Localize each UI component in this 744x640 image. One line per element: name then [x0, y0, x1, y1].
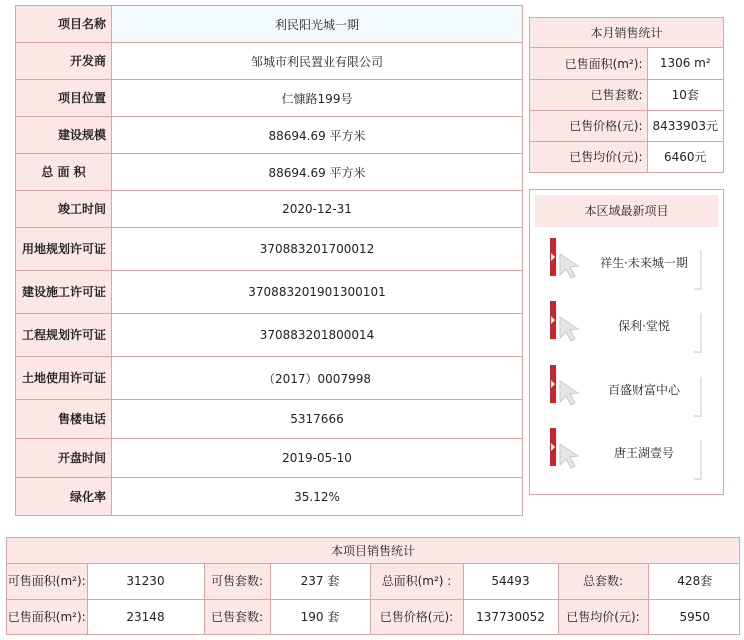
- area-projects-panel: [529, 189, 724, 495]
- project-sales-title: 本项目销售统计: [7, 538, 739, 564]
- red-tag-icon: [550, 238, 556, 276]
- value-land-use-permit: （2017）0007998: [112, 357, 523, 400]
- label-developer: 开发商: [16, 43, 112, 80]
- label-total-area: 总 面 积: [16, 154, 112, 191]
- monthly-sales-table: [530, 48, 723, 172]
- value-land-plan-permit: 370883201700012: [112, 228, 523, 271]
- value-developer: 邹城市利民置业有限公司: [112, 43, 523, 80]
- red-tag-icon: [550, 301, 556, 339]
- monthly-label-avg-price: 已售均价(元):: [530, 141, 647, 172]
- stats-value-available-area: 31230: [87, 564, 204, 599]
- stats-value-available-units: 237 套: [270, 564, 370, 599]
- stats-label-available-units: 可售套数:: [204, 564, 270, 599]
- row-green-rate: [16, 478, 523, 516]
- area-project-card[interactable]: [544, 428, 716, 484]
- label-sales-phone: 售楼电话: [16, 400, 112, 439]
- row-project-name: [16, 6, 523, 43]
- stats-label-total-units: 总套数:: [558, 564, 648, 599]
- monthly-value-avg-price: 6460元: [647, 141, 723, 172]
- red-tag-icon: [550, 365, 556, 403]
- stats-label-avg-price: 已售均价(元):: [558, 599, 648, 634]
- stats-value-avg-price: 5950: [648, 599, 741, 634]
- label-land-use-permit: 土地使用许可证: [16, 357, 112, 400]
- monthly-row: [530, 110, 723, 141]
- monthly-sales-title: 本月销售统计: [530, 18, 723, 48]
- red-tag-icon: [550, 428, 556, 466]
- row-land-plan-permit: [16, 228, 523, 271]
- area-project-name[interactable]: 保利·堂悦: [618, 319, 670, 333]
- monthly-value-sold-price: 8433903元: [647, 110, 723, 141]
- stats-value-total-area: 54493: [463, 564, 558, 599]
- area-project-name[interactable]: 祥生·未来城一期: [600, 256, 688, 270]
- label-location: 项目位置: [16, 80, 112, 117]
- area-project-card[interactable]: [544, 301, 716, 357]
- stats-label-sold-area: 已售面积(m²):: [7, 599, 87, 634]
- row-land-use-permit: [16, 357, 523, 400]
- monthly-row: [530, 48, 723, 79]
- project-info-table: [15, 5, 523, 516]
- monthly-row: [530, 141, 723, 172]
- value-location: 仁慷路199号: [112, 80, 523, 117]
- stats-value-sold-units: 190 套: [270, 599, 370, 634]
- label-engineering-permit: 工程规划许可证: [16, 314, 112, 357]
- row-completion: [16, 191, 523, 228]
- monthly-label-sold-price: 已售价格(元):: [530, 110, 647, 141]
- label-construction-permit: 建设施工许可证: [16, 271, 112, 314]
- stats-label-sold-units: 已售套数:: [204, 599, 270, 634]
- value-sales-phone: 5317666: [112, 400, 523, 439]
- monthly-row: [530, 79, 723, 110]
- monthly-sales-panel: [529, 17, 724, 173]
- value-opening-date: 2019-05-10: [112, 439, 523, 478]
- area-project-name[interactable]: 百盛财富中心: [607, 383, 680, 397]
- value-total-area: 88694.69 平方米: [112, 154, 523, 191]
- stats-value-sold-area: 23148: [87, 599, 204, 634]
- stats-row-sold: [7, 599, 741, 634]
- area-projects-title: 本区域最新项目: [535, 195, 718, 227]
- row-location: [16, 80, 523, 117]
- row-opening-date: [16, 439, 523, 478]
- monthly-label-sold-units: 已售套数:: [530, 79, 647, 110]
- stats-value-sold-price: 137730052: [463, 599, 558, 634]
- label-opening-date: 开盘时间: [16, 439, 112, 478]
- value-scale: 88694.69 平方米: [112, 117, 523, 154]
- value-completion: 2020-12-31: [112, 191, 523, 228]
- label-land-plan-permit: 用地规划许可证: [16, 228, 112, 271]
- value-project-name: 利民阳光城一期: [112, 6, 523, 43]
- area-project-card[interactable]: [544, 238, 716, 294]
- monthly-label-sold-area: 已售面积(m²):: [530, 48, 647, 79]
- monthly-value-sold-units: 10套: [647, 79, 723, 110]
- value-green-rate: 35.12%: [112, 478, 523, 516]
- area-project-name[interactable]: 唐王湖壹号: [613, 446, 674, 460]
- stats-value-total-units: 428套: [648, 564, 741, 599]
- row-total-area: [16, 154, 523, 191]
- project-sales-stats: [6, 537, 740, 635]
- label-green-rate: 绿化率: [16, 478, 112, 516]
- project-sales-table: [7, 564, 741, 634]
- label-project-name: 项目名称: [16, 6, 112, 43]
- row-sales-phone: [16, 400, 523, 439]
- value-construction-permit: 370883201901300101: [112, 271, 523, 314]
- stats-label-sold-price: 已售价格(元):: [370, 599, 463, 634]
- row-scale: [16, 117, 523, 154]
- monthly-value-sold-area: 1306 m²: [659, 56, 711, 71]
- area-project-card[interactable]: [544, 365, 716, 421]
- stats-label-available-area: 可售面积(m²):: [7, 564, 87, 599]
- stats-row-available: [7, 564, 741, 599]
- row-construction-permit: [16, 271, 523, 314]
- value-engineering-permit: 370883201800014: [112, 314, 523, 357]
- label-scale: 建设规模: [16, 117, 112, 154]
- label-completion: 竣工时间: [16, 191, 112, 228]
- row-developer: [16, 43, 523, 80]
- row-engineering-permit: [16, 314, 523, 357]
- stats-label-total-area: 总面积(m²) :: [370, 564, 463, 599]
